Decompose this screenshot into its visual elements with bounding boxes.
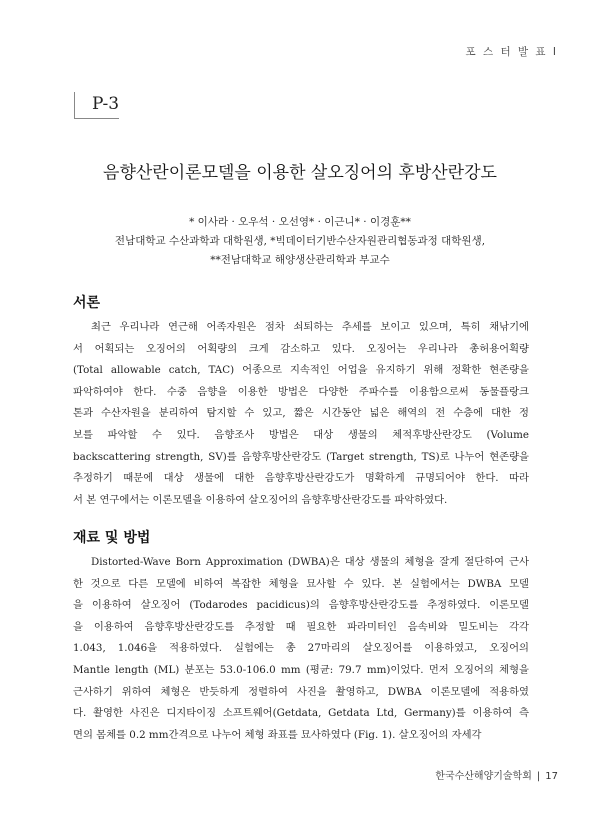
paragraph-line: 한 것으로 다른 모델에 비하여 복잡한 체형을 묘사할 수 있다. 본 실험에서는 DWBA 모델 <box>73 577 529 590</box>
paragraph-line: 추정하기 때문에 대상 생물에 대한 음향후방산란강도가 명확하게 규명되어야 한다. 따라 <box>73 472 529 485</box>
paragraph-line: 파악하여야 한다. 수중 음향을 이용한 방법은 다양한 주파수를 이용함으로써 동물플랑크 <box>73 385 529 398</box>
page-number: 17 <box>545 771 558 782</box>
introduction-paragraph <box>73 317 529 511</box>
paragraph-line: (Total allowable catch, TAC) 어종으로 지속적인 어업을 유지하기 위해 정확한 현존량을 <box>73 364 529 377</box>
author-names: * 이사라 · 오우석 · 오선영* · 이근니* · 이경훈** <box>189 216 411 228</box>
paragraph-line: backscattering strength, SV)를 음향후방산란강도 (Target strength, TS)로 나누어 현존량을 <box>73 450 529 463</box>
methods-paragraph <box>73 552 529 746</box>
paragraph-line: 을 이용하여 살오징어 (Todarodes pacidicus)의 음향후방산란강도를 추정하였다. 이론모델 <box>73 599 529 612</box>
paragraph-line: 1.043, 1.046을 적용하였다. 실험에는 총 27마리의 살오징어를 이용하였고, 오징어의 <box>73 642 529 655</box>
page-footer: 한국수산해양기술학회 | 17 <box>435 771 558 782</box>
author-block <box>0 213 600 270</box>
society-name: 한국수산해양기술학회 <box>435 771 532 782</box>
paragraph-line: 톤과 수산자원을 분리하여 탐지할 수 있고, 짧은 시간동안 넓은 해역의 전 수층에 대한 정 <box>73 407 529 420</box>
paragraph-line: 면의 몸체를 0.2 mm간격으로 나누어 체형 좌표를 묘사하였다 (Fig. 1). 살오징어의 자세각 <box>73 728 482 741</box>
affiliation-line-1: 전남대학교 수산과학과 대학원생, *빅데이터기반수산자원관리협동과정 대학원생, <box>114 235 486 247</box>
running-head: 포 스 터 발 표 Ⅰ <box>465 46 558 58</box>
paragraph-line: Mantle length (ML) 분포는 53.0-106.0 mm (평균: 79.7 mm)이었다. 먼저 오징어의 체형을 <box>73 663 529 676</box>
paper-title: 음향산란이론모델을 이용한 살오징어의 후방산란강도 <box>103 163 497 183</box>
section-heading-introduction: 서론 <box>73 295 101 311</box>
section-heading-methods: 재료 및 방법 <box>73 530 151 546</box>
affiliation-line-2: **전남대학교 해양생산관리학과 부교수 <box>210 254 390 266</box>
paragraph-line: 근사하기 위하여 체형은 반듯하게 정렬하여 사진을 촬영하고, DWBA 이론모델에 적용하였 <box>73 685 529 698</box>
paragraph-line: 서 본 연구에서는 이론모델을 이용하여 살오징어의 음향후방산란강도를 파악하였다. <box>73 493 448 506</box>
paragraph-line: 서 어획되는 오징어의 어획량의 크게 감소하고 있다. 오징어는 우리나라 총허용어획량 <box>73 342 529 355</box>
paper-code: P-3 <box>92 94 120 114</box>
paragraph-line: 최근 우리나라 연근해 어족자원은 점차 쇠퇴하는 추세를 보이고 있으며, 특히 채낚기에 <box>91 321 529 333</box>
paragraph-line: Distorted-Wave Born Approximation (DWBA)은 대상 생물의 체형을 잘게 절단하여 근사 <box>91 556 529 568</box>
paragraph-line: 보를 파악할 수 있다. 음향조사 방법은 대상 생물의 체적후방산란강도 (Volume <box>73 428 529 441</box>
paragraph-line: 다. 촬영한 사진은 디지타이징 소프트웨어(Getdata, Getdata Ltd, Germany)를 이용하여 측 <box>73 707 529 720</box>
paragraph-line: 을 이용하여 음향후방산란강도를 추정할 때 필요한 파라미터인 음속비와 밀도비는 각각 <box>73 620 529 633</box>
